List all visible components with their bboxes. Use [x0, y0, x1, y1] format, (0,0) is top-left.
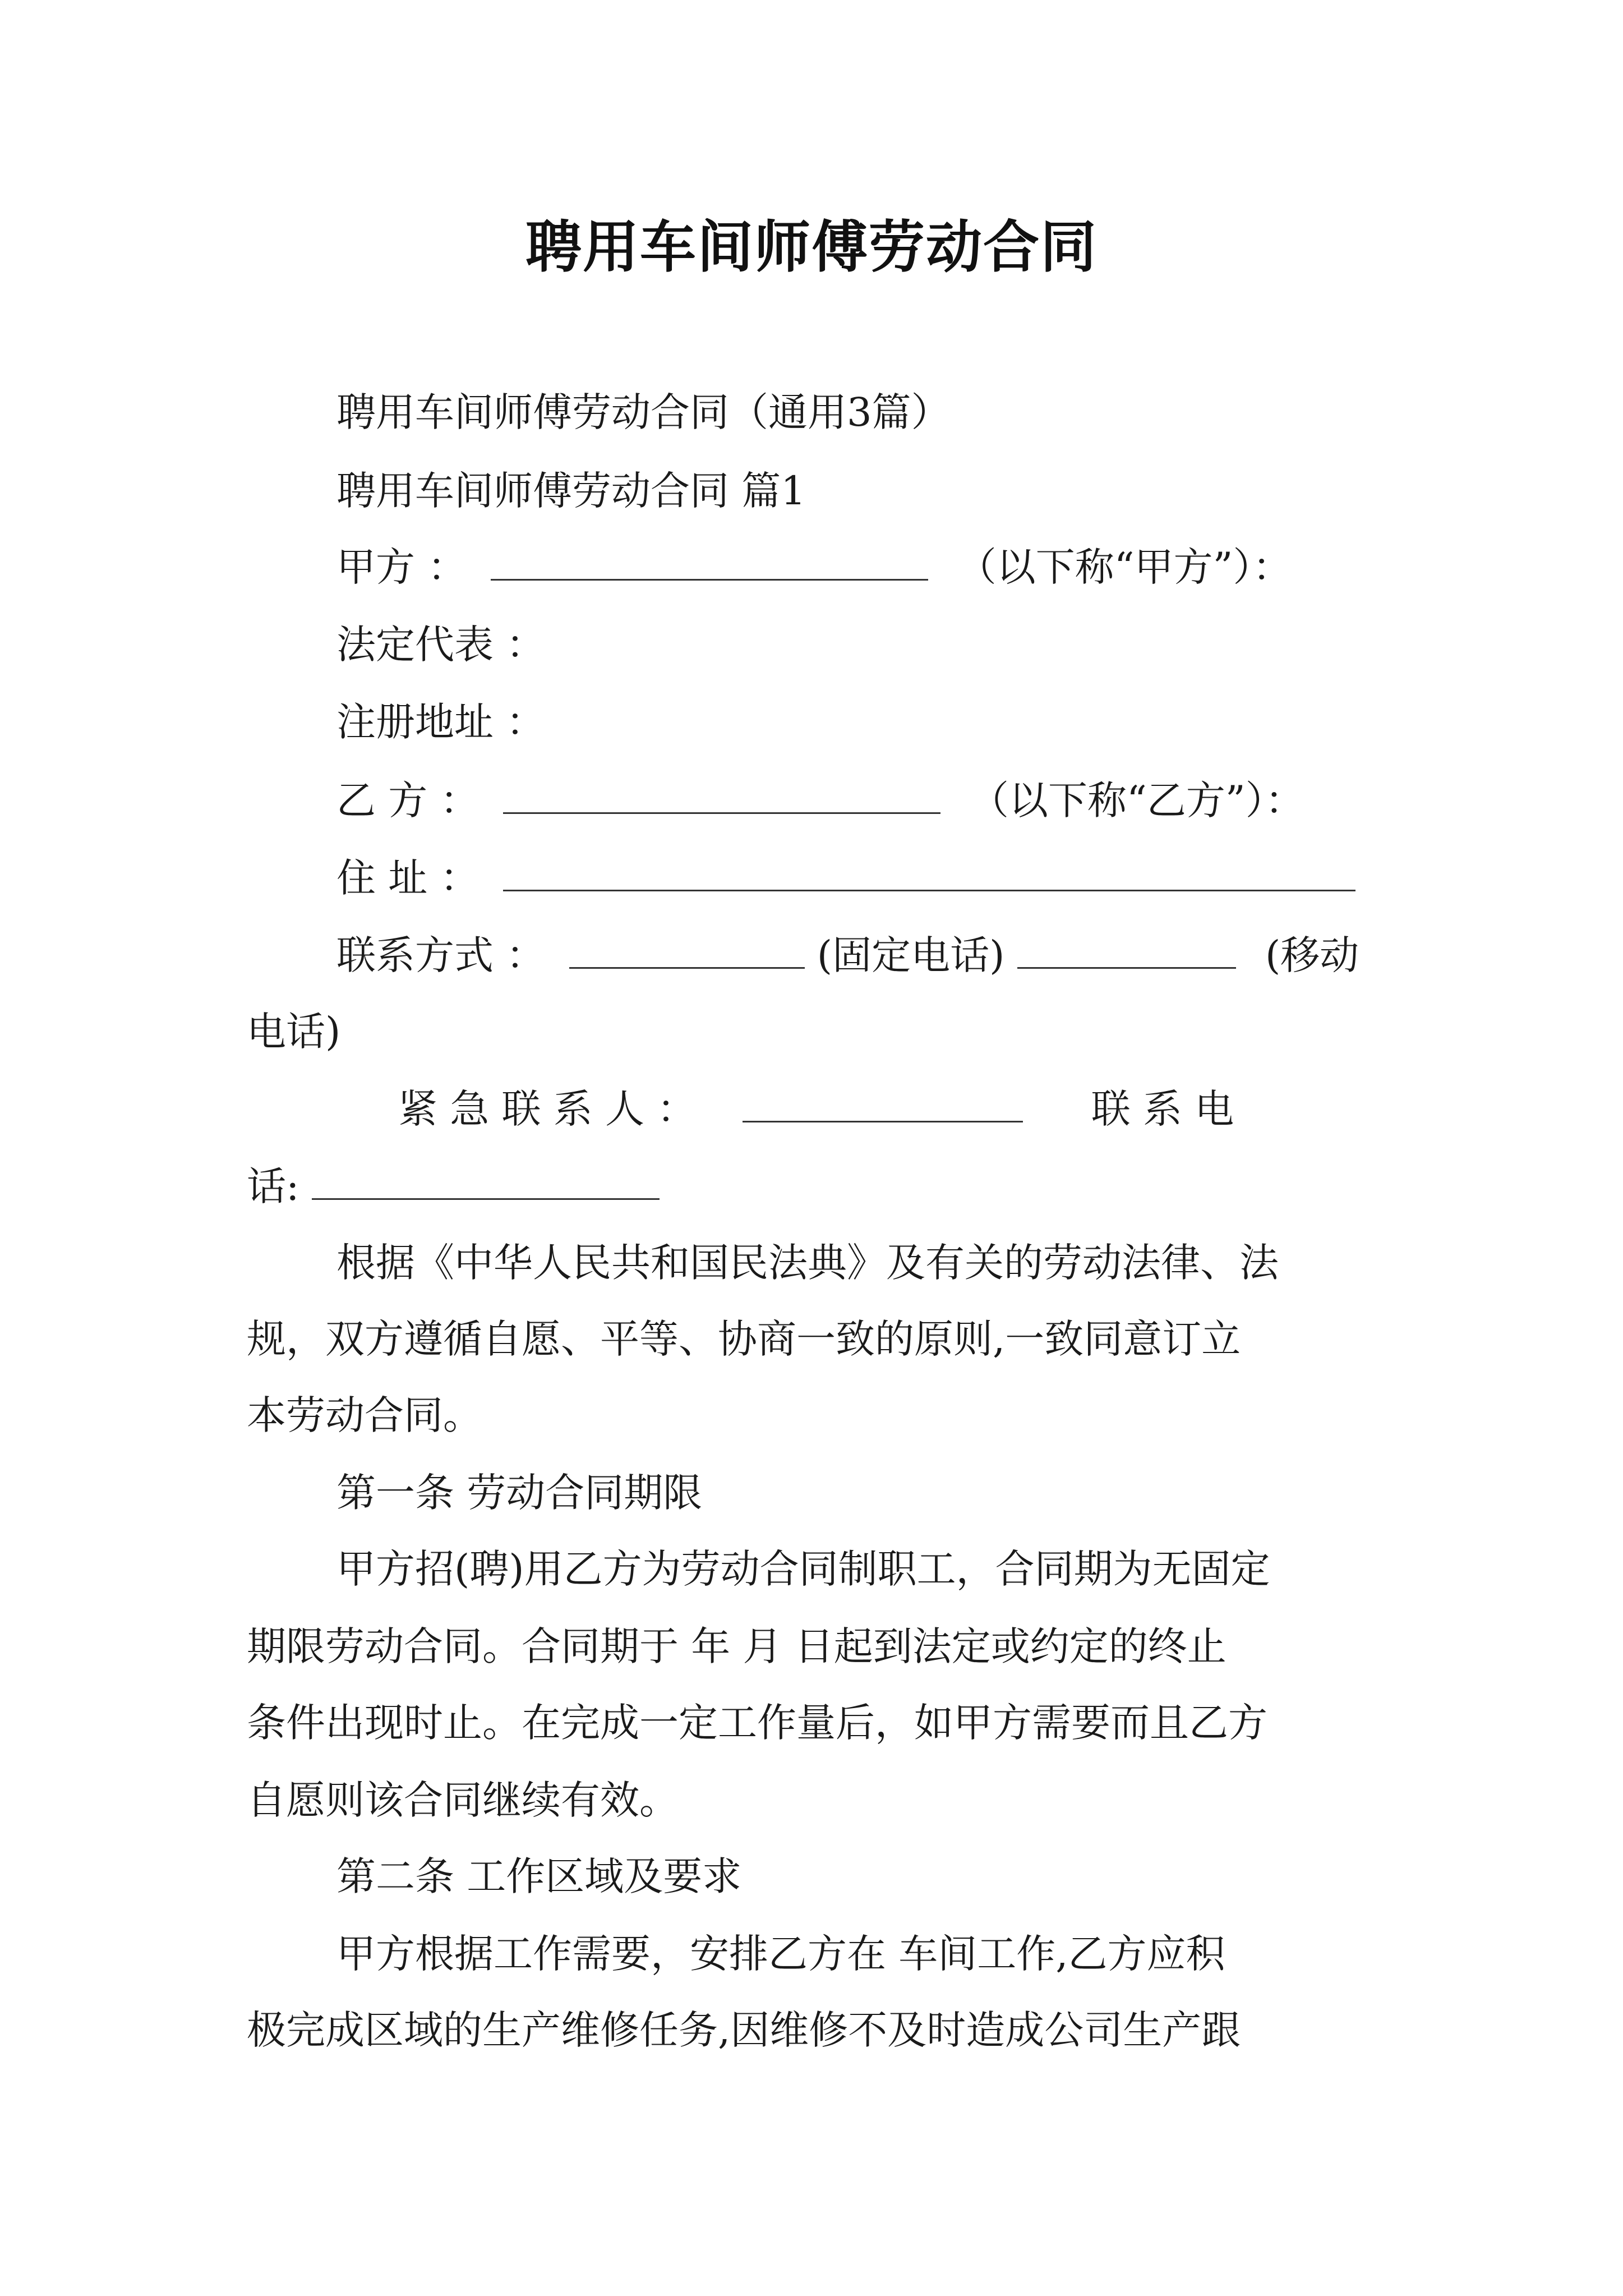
article1-line-4: 自愿则该合同继续有效。 [247, 1777, 679, 1823]
emergency-contact-blank[interactable] [743, 1086, 1023, 1122]
preamble-line-2: 规，双方遵循自愿、平等、协商一致的原则,一致同意订立 [247, 1316, 1241, 1362]
legal-rep-label: 法定代表 ： [336, 622, 546, 668]
residence-blank[interactable] [503, 855, 1355, 891]
party-a-line [336, 542, 1292, 592]
preamble-line-3: 本劳动合同。 [247, 1392, 482, 1438]
mobile-label-cont: 电话) [247, 1009, 341, 1055]
emergency-phone-blank[interactable] [312, 1163, 660, 1200]
article1-line-3: 条件出现时止。在完成一定工作量后，如甲方需要而且乙方 [247, 1700, 1267, 1746]
residence-line [336, 853, 1355, 903]
article1-heading: 第一条 劳动合同期限 [336, 1470, 703, 1516]
residence-label: 住 址 ： [336, 855, 479, 901]
party-a-suffix: （以下称“甲方”）： [957, 544, 1292, 590]
article2-line-1: 甲方根据工作需要，安排乙方在 车间工作,乙方应积 [336, 1931, 1225, 1977]
contact-label: 联系方式 ： [336, 932, 546, 978]
article1-line-2: 期限劳动合同。合同期于 年 月 日起到法定或约定的终止 [247, 1623, 1227, 1669]
party-b-label: 乙 方 ： [336, 777, 479, 823]
landline-blank[interactable] [569, 932, 805, 969]
party-b-suffix: （以下称“乙方”）： [970, 777, 1304, 823]
mobile-blank[interactable] [1017, 932, 1236, 969]
preamble-line-1: 根据《中华人民共和国民法典》及有关的劳动法律、法 [336, 1240, 1279, 1286]
emergency-phone-line [247, 1161, 660, 1212]
emergency-phone-label: 联 系 电 [1091, 1086, 1234, 1132]
reg-address-label: 注册地址 ： [336, 699, 546, 745]
emergency-label: 紧 急 联 系 人 ： [398, 1086, 697, 1132]
contact-line [336, 930, 1359, 981]
article2-heading: 第二条 工作区域及要求 [336, 1853, 742, 1899]
document-subtitle: 聘用车间师傅劳动合同（通用3篇） [336, 389, 951, 435]
document-title: 聘用车间师傅劳动合同 [525, 214, 1098, 280]
article2-line-2: 极完成区域的生产维修任务,因维修不及时造成公司生产跟 [247, 2007, 1241, 2053]
party-b-blank[interactable] [503, 777, 940, 814]
emergency-line [398, 1084, 1234, 1134]
emergency-phone-cont: 话: [247, 1163, 299, 1209]
party-a-label: 甲方 ： [336, 544, 467, 590]
landline-label: (固定电话) [817, 932, 1005, 978]
party-b-line [336, 775, 1304, 826]
article1-line-1: 甲方招(聘)用乙方为劳动合同制职工，合同期为无固定 [336, 1546, 1270, 1592]
mobile-label: (移动 [1265, 932, 1359, 978]
section-heading: 聘用车间师傅劳动合同 篇1 [336, 468, 806, 514]
party-a-blank[interactable] [491, 544, 928, 581]
